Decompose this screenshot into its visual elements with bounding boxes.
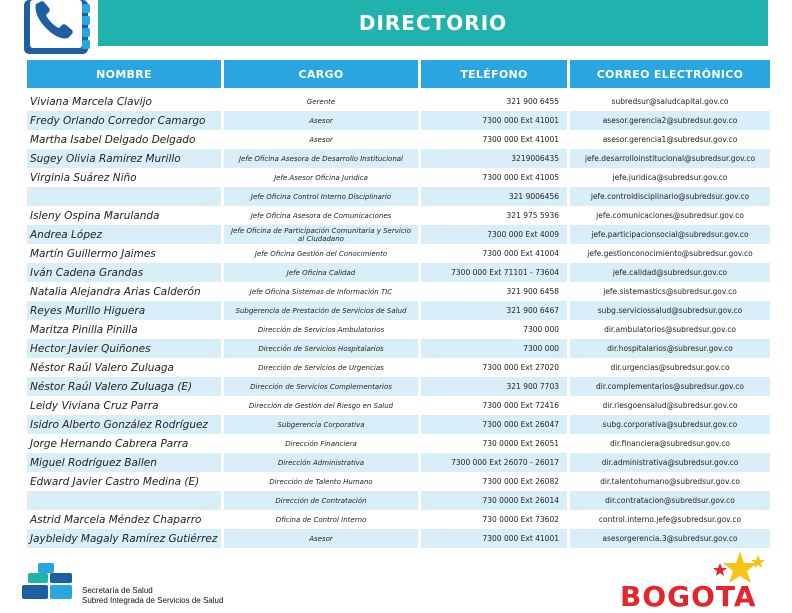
table-row [27,244,770,263]
row-cargo: Jefe Oficina Gestión del Conocimiento [254,249,388,258]
row-name: Isidro Alberto González Rodríguez [27,415,221,434]
table-row [27,168,770,187]
footer-text [82,586,223,606]
row-telefono: 7300 000 Ext 41001 [421,111,567,130]
table-row [27,472,770,491]
row-telefono: 7300 000 Ext 26082 [482,477,559,486]
row-name: Martha Isabel Delgado Delgado [30,133,196,146]
table-row [27,529,770,548]
table-row [27,434,770,453]
row-cargo: Jefe Oficina Calidad [224,263,418,282]
table-row [27,187,770,206]
row-telefono: 321 9006456 [421,187,567,206]
row-correo: dir.financiera@subredsur.gov.co [610,439,730,448]
row-name: Jorge Hernando Cabrera Parra [30,437,189,450]
row-cargo: Dirección de Contratación [224,491,418,510]
row-correo: jefe.juridica@subredsur.gov.co [612,173,728,182]
row-cargo: Gerente [306,97,336,106]
row-name: Néstor Raúl Valero Zuluaga [30,361,174,374]
row-cargo: Jefe Oficina Control Interno Disciplinario [224,187,418,206]
table-row [27,301,770,320]
row-telefono: 7300 000 Ext 71101 - 73604 [421,263,567,282]
row-telefono: 7300 000 Ext 27020 [482,363,559,372]
row-name [27,187,221,206]
row-name: Iván Cadena Grandas [27,263,221,282]
row-telefono: 7300 000 Ext 72416 [482,401,559,410]
table-row [27,111,770,130]
row-name: Edward Javier Castro Medina (E) [30,475,200,488]
directory-table [24,60,773,548]
row-cargo: Dirección de Gestión del Riesgo en Salud [248,401,394,410]
row-telefono: 730 0000 Ext 26051 [482,439,559,448]
row-cargo: Dirección Financiera [285,439,357,448]
row-cargo: Jefe Oficina Asesora de Comunicaciones [250,211,392,220]
row-name: Miguel Rodríguez Ballen [27,453,221,472]
table-row [27,453,770,472]
row-name: Isleny Ospina Marulanda [30,209,160,222]
table-header-row [27,60,770,88]
row-correo: subredsur@saludcapital.gov.co [611,97,729,106]
row-name: Fredy Orlando Corredor Camargo [27,111,221,130]
row-cargo: Asesor [309,135,333,144]
row-name: Andrea López [27,225,221,244]
row-cargo: Jefe Oficina Sistemas de Información TIC [249,287,393,296]
row-correo: dir.hospitalarios@subresur.gov.co [570,339,770,358]
row-cargo: Asesor [224,111,418,130]
table-row [27,225,770,244]
row-telefono: 730 0000 Ext 73602 [482,515,559,524]
table-row [27,377,770,396]
row-telefono: 7300 000 Ext 41004 [482,249,559,258]
row-name: Jaybleidy Magaly Ramírez Gutiérrez [27,529,221,548]
row-correo: subg.corporativa@subredsur.gov.co [570,415,770,434]
row-correo: dir.riesgoensalud@subredsur.gov.co [602,401,738,410]
row-cargo: Asesor [224,529,418,548]
row-correo: jefe.sistemastics@subredsur.gov.co [603,287,737,296]
row-telefono: 321 975 5936 [506,211,559,220]
row-telefono: 7300 000 Ext 41001 [482,135,559,144]
row-telefono: 7300 000 Ext 26070 - 26017 [421,453,567,472]
row-cargo: Dirección Administrativa [224,453,418,472]
footer-line-1: Secretaría de Salud [82,586,153,595]
row-name: Astrid Marcela Méndez Chaparro [30,513,202,526]
table-row [27,320,770,339]
bogota-brand: BOGOTA [620,580,757,613]
row-correo: dir.ambulatorios@subredsur.gov.co [604,325,736,334]
column-header-correo: CORREO ELECTRÓNICO [570,60,770,88]
row-cargo: Subgerencia de Prestación de Servicios de Salud [224,301,418,320]
footer-line-2: Subred Integrada de Servicios de Salud [82,596,224,605]
row-correo: asesor.gerencia2@subredsur.gov.co [570,111,770,130]
row-cargo: Jefe.Asesor Oficina Juridica [274,173,368,182]
row-telefono: 7300 000 Ext 26047 [421,415,567,434]
row-name: Natalia Alejandra Arias Calderón [30,285,201,298]
row-cargo: Dirección de Talento Humano [269,477,373,486]
page-title: DIRECTORIO [358,11,508,35]
table-row [27,149,770,168]
row-telefono: 7300 000 [421,339,567,358]
table-row [27,415,770,434]
table-row [27,491,770,510]
table-row [27,396,770,415]
table-row [27,206,770,225]
row-name: Maritza Pinilla Pinilla [30,323,138,336]
table-row [27,358,770,377]
row-cargo: Jefe Oficina Asesora de Desarrollo Institucional [224,149,418,168]
row-name: Néstor Raúl Valero Zuluaga (E) [27,377,221,396]
table-row [27,263,770,282]
phone-book-icon [22,0,94,56]
row-telefono: 321 900 6458 [506,287,559,296]
row-name: Virginia Suárez Niño [30,171,137,184]
table-row [27,339,770,358]
row-cargo: Oficina de Control Interno [275,515,367,524]
row-telefono: 730 0000 Ext 26014 [421,491,567,510]
row-correo: asesorgerencia.3@subredsur.gov.co [570,529,770,548]
table-row [27,130,770,149]
row-name: Reyes Murillo Higuera [27,301,221,320]
title-bar [98,0,768,46]
row-telefono: 7300 000 Ext 41005 [482,173,559,182]
row-correo: control.interno.jefe@subredsur.gov.co [598,515,742,524]
column-header-cargo: CARGO [224,60,418,88]
row-cargo: Dirección de Servicios de Urgencias [258,363,384,372]
table-row [27,282,770,301]
row-name: Viviana Marcela Clavijo [30,95,152,108]
column-header-nombre: NOMBRE [27,60,221,88]
row-telefono: 3219006435 [421,149,567,168]
row-cargo: Jefe Oficina de Participación Comunitaria y Servicio al Ciudadano [224,225,418,244]
row-correo: dir.complementarios@subredsur.gov.co [570,377,770,396]
row-name [27,491,221,510]
row-correo: asesor.gerencia1@subredsur.gov.co [602,135,738,144]
row-telefono: 7300 000 Ext 4009 [421,225,567,244]
row-correo: subg.serviciossalud@subredsur.gov.co [570,301,770,320]
row-correo: dir.administrativa@subredsur.gov.co [570,453,770,472]
row-telefono: 7300 000 [523,325,559,334]
row-telefono: 7300 000 Ext 41001 [421,529,567,548]
row-correo: dir.contratacion@subredsur.gov.co [570,491,770,510]
row-name: Martín Guillermo Jaimes [30,247,156,260]
row-telefono: 321 900 7703 [421,377,567,396]
row-correo: dir.talentohumano@subredsur.gov.co [600,477,740,486]
row-correo: jefe.controldisciplinario@subredsur.gov.co [570,187,770,206]
row-cargo: Dirección de Servicios Complementarios [224,377,418,396]
row-correo: jefe.gestionconocimiento@subredsur.gov.co [587,249,753,258]
row-telefono: 321 900 6455 [506,97,559,106]
column-header-telefono: TELÉFONO [421,60,567,88]
table-row [27,92,770,111]
row-correo: jefe.desarrolloinstitucional@subredsur.gov.co [570,149,770,168]
row-name: Hector Javier Quiñones [27,339,221,358]
row-correo: jefe.comunicaciones@subredsur.gov.co [596,211,744,220]
subred-logo-icon [22,561,82,600]
row-correo: jefe.participacionsocial@subredsur.gov.co [570,225,770,244]
row-name: Sugey Olivia Ramirez Murillo [27,149,221,168]
row-cargo: Dirección de Servicios Hospitalarios [224,339,418,358]
row-cargo: Dirección de Servicios Ambulatorios [257,325,385,334]
row-telefono: 321 900 6467 [421,301,567,320]
table-row [27,510,770,529]
row-name: Leidy Viviana Cruz Parra [30,399,159,412]
row-cargo: Subgerencia Corporativa [224,415,418,434]
row-correo: jefe.calidad@subredsur.gov.co [570,263,770,282]
row-correo: dir.urgencias@subredsur.gov.co [610,363,730,372]
